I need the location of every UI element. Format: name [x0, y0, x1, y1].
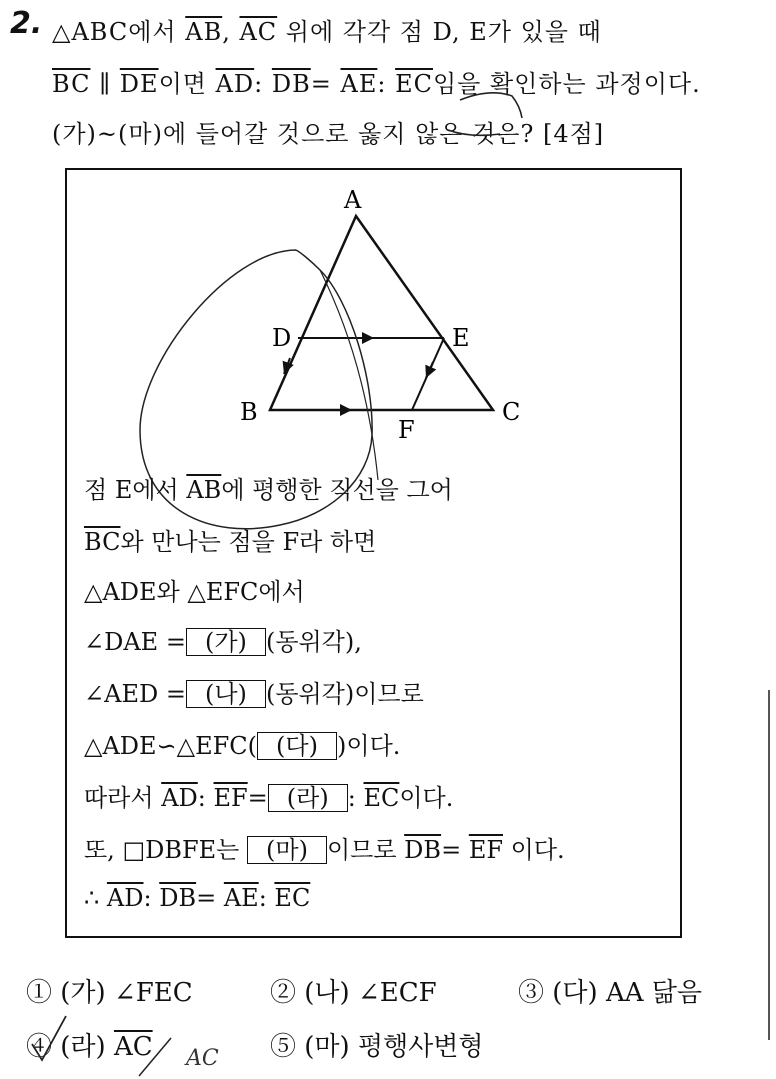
proof-line-5	[84, 674, 424, 709]
q2-segment-ec: $\overline{EC}$	[395, 70, 433, 98]
p9-colon-1: :	[143, 884, 160, 912]
scan-edge-line	[768, 690, 770, 1040]
p1-text-a: 점 E에서	[84, 476, 187, 504]
handwritten-note: AC	[186, 1046, 219, 1071]
p7-segment-ef: $\overline{EF}$	[213, 784, 248, 812]
blank-ma: (마)	[247, 836, 327, 864]
choice-5-blank: (마)	[304, 1032, 350, 1062]
q2-segment-de: $\overline{DE}$	[119, 70, 159, 98]
label-c: C	[502, 398, 521, 426]
blank-da: (다)	[257, 732, 337, 760]
q2-segment-db: $\overline{DB}$	[271, 70, 311, 98]
blank-ra: (라)	[268, 784, 348, 812]
p5-text: ∠AED =	[84, 680, 186, 708]
arrow-ef	[426, 362, 433, 378]
handwritten-slash	[135, 1030, 175, 1079]
q2-segment-ae: $\overline{AE}$	[340, 70, 378, 98]
p2-text: 와 만나는 점을 F라 하면	[120, 528, 377, 556]
choice-3-number: ③	[518, 978, 545, 1008]
p9-colon-2: :	[258, 884, 275, 912]
q2-segment-ad: $\overline{AD}$	[215, 70, 255, 98]
q1-segment-ab: $\overline{AB}$	[185, 18, 223, 46]
proof-line-3: △ADE와 △EFC에서	[84, 578, 305, 606]
question-line-1	[52, 12, 602, 47]
p7-segment-ad: $\overline{AD}$	[161, 784, 198, 812]
label-f: F	[398, 416, 415, 444]
p4-text: ∠DAE =	[84, 628, 186, 656]
label-e: E	[452, 324, 470, 352]
p9-therefore: ∴	[84, 884, 107, 912]
label-b: B	[240, 398, 258, 426]
p9-segment-ae: $\overline{AE}$	[223, 884, 259, 912]
p8-segment-ef: $\overline{EF}$	[468, 836, 503, 864]
proof-line-1	[84, 470, 453, 505]
proof-line-2	[84, 522, 376, 557]
p7-colon-2: :	[347, 784, 364, 812]
q1-text-a: △ABC에서	[52, 18, 186, 46]
proof-line-9	[84, 884, 310, 912]
choice-1-blank: (가)	[60, 978, 106, 1008]
choice-5-text: 평행사변형	[357, 1032, 484, 1062]
q1-text-b: ,	[222, 18, 240, 46]
choice-5-number: ⑤	[270, 1032, 297, 1062]
handwritten-check-mark	[26, 1010, 76, 1070]
p8-text-a: 또, □DBFE는	[84, 836, 247, 864]
p4-reason: (동위각),	[265, 628, 362, 656]
p9-equals: =	[196, 884, 224, 912]
p8-equals: =	[441, 836, 469, 864]
choice-3-blank: (다)	[552, 978, 598, 1008]
q2-segment-bc: $\overline{BC}$	[52, 70, 91, 98]
choice-2-blank: (나)	[304, 978, 350, 1008]
q2-text-b: 임을 확인하는 과정이다.	[432, 70, 701, 98]
p7-text-b: 이다.	[399, 784, 454, 812]
p1-text-b: 에 평행한 직선을 그어	[221, 476, 453, 504]
choice-3-text: AA 닮음	[605, 978, 703, 1008]
p2-segment-bc: $\overline{BC}$	[84, 528, 121, 556]
q2-colon-1: :	[254, 70, 272, 98]
q2-parallel: ∥	[90, 70, 120, 98]
choice-1-text: ∠FEC	[113, 978, 193, 1008]
handwritten-underline-mark	[440, 88, 550, 148]
handwritten-tail	[320, 270, 378, 480]
blank-na: (나)	[186, 680, 266, 708]
q2-colon-2: :	[377, 70, 396, 98]
proof-line-8	[84, 830, 565, 865]
p6-text: △ADE∽△EFC(	[84, 732, 258, 760]
question-line-2	[52, 64, 701, 99]
proof-line-4	[84, 622, 362, 657]
blank-ga: (가)	[186, 628, 266, 656]
q1-text-c: 위에 각각 점 D, E가 있을 때	[277, 18, 602, 46]
question-number: 2.	[10, 6, 43, 41]
q2-text-a: 이면	[158, 70, 216, 98]
p7-segment-ec: $\overline{EC}$	[363, 784, 400, 812]
choice-4-blank: (라)	[60, 1032, 106, 1062]
choice-4-text: $\overline{AC}$	[113, 1032, 153, 1062]
choice-3[interactable]	[518, 972, 702, 1009]
p8-text-b: 이므로	[326, 836, 405, 864]
q1-segment-ac: $\overline{AC}$	[239, 18, 278, 46]
p7-colon-1: :	[197, 784, 214, 812]
choice-2-number: ②	[270, 978, 297, 1008]
triangle-abc	[270, 216, 493, 410]
choice-1-number: ①	[26, 978, 53, 1008]
p7-equals: =	[247, 784, 268, 812]
question-line-3: (가)~(마)에 들어갈 것으로 옳지 않은 것은? [4점]	[52, 120, 605, 148]
p9-segment-ec: $\overline{EC}$	[274, 884, 311, 912]
choice-5[interactable]	[270, 1026, 484, 1063]
p8-segment-db: $\overline{DB}$	[404, 836, 442, 864]
choice-4-number: ④	[26, 1032, 53, 1062]
choice-2[interactable]	[270, 972, 437, 1009]
q2-equals: =	[310, 70, 341, 98]
p7-text-a: 따라서	[84, 784, 162, 812]
label-d: D	[272, 324, 292, 352]
proof-line-7	[84, 778, 453, 813]
choice-2-text: ∠ECF	[357, 978, 437, 1008]
choice-1[interactable]	[26, 972, 193, 1009]
p9-segment-db: $\overline{DB}$	[159, 884, 197, 912]
p9-segment-ad: $\overline{AD}$	[106, 884, 144, 912]
p8-text-c: 이다.	[502, 836, 565, 864]
p6-text-b: )이다.	[337, 732, 401, 760]
p1-segment-ab: $\overline{AB}$	[186, 476, 222, 504]
proof-line-6	[84, 726, 400, 761]
p5-reason: (동위각)이므로	[265, 680, 424, 708]
label-a: A	[344, 186, 362, 214]
